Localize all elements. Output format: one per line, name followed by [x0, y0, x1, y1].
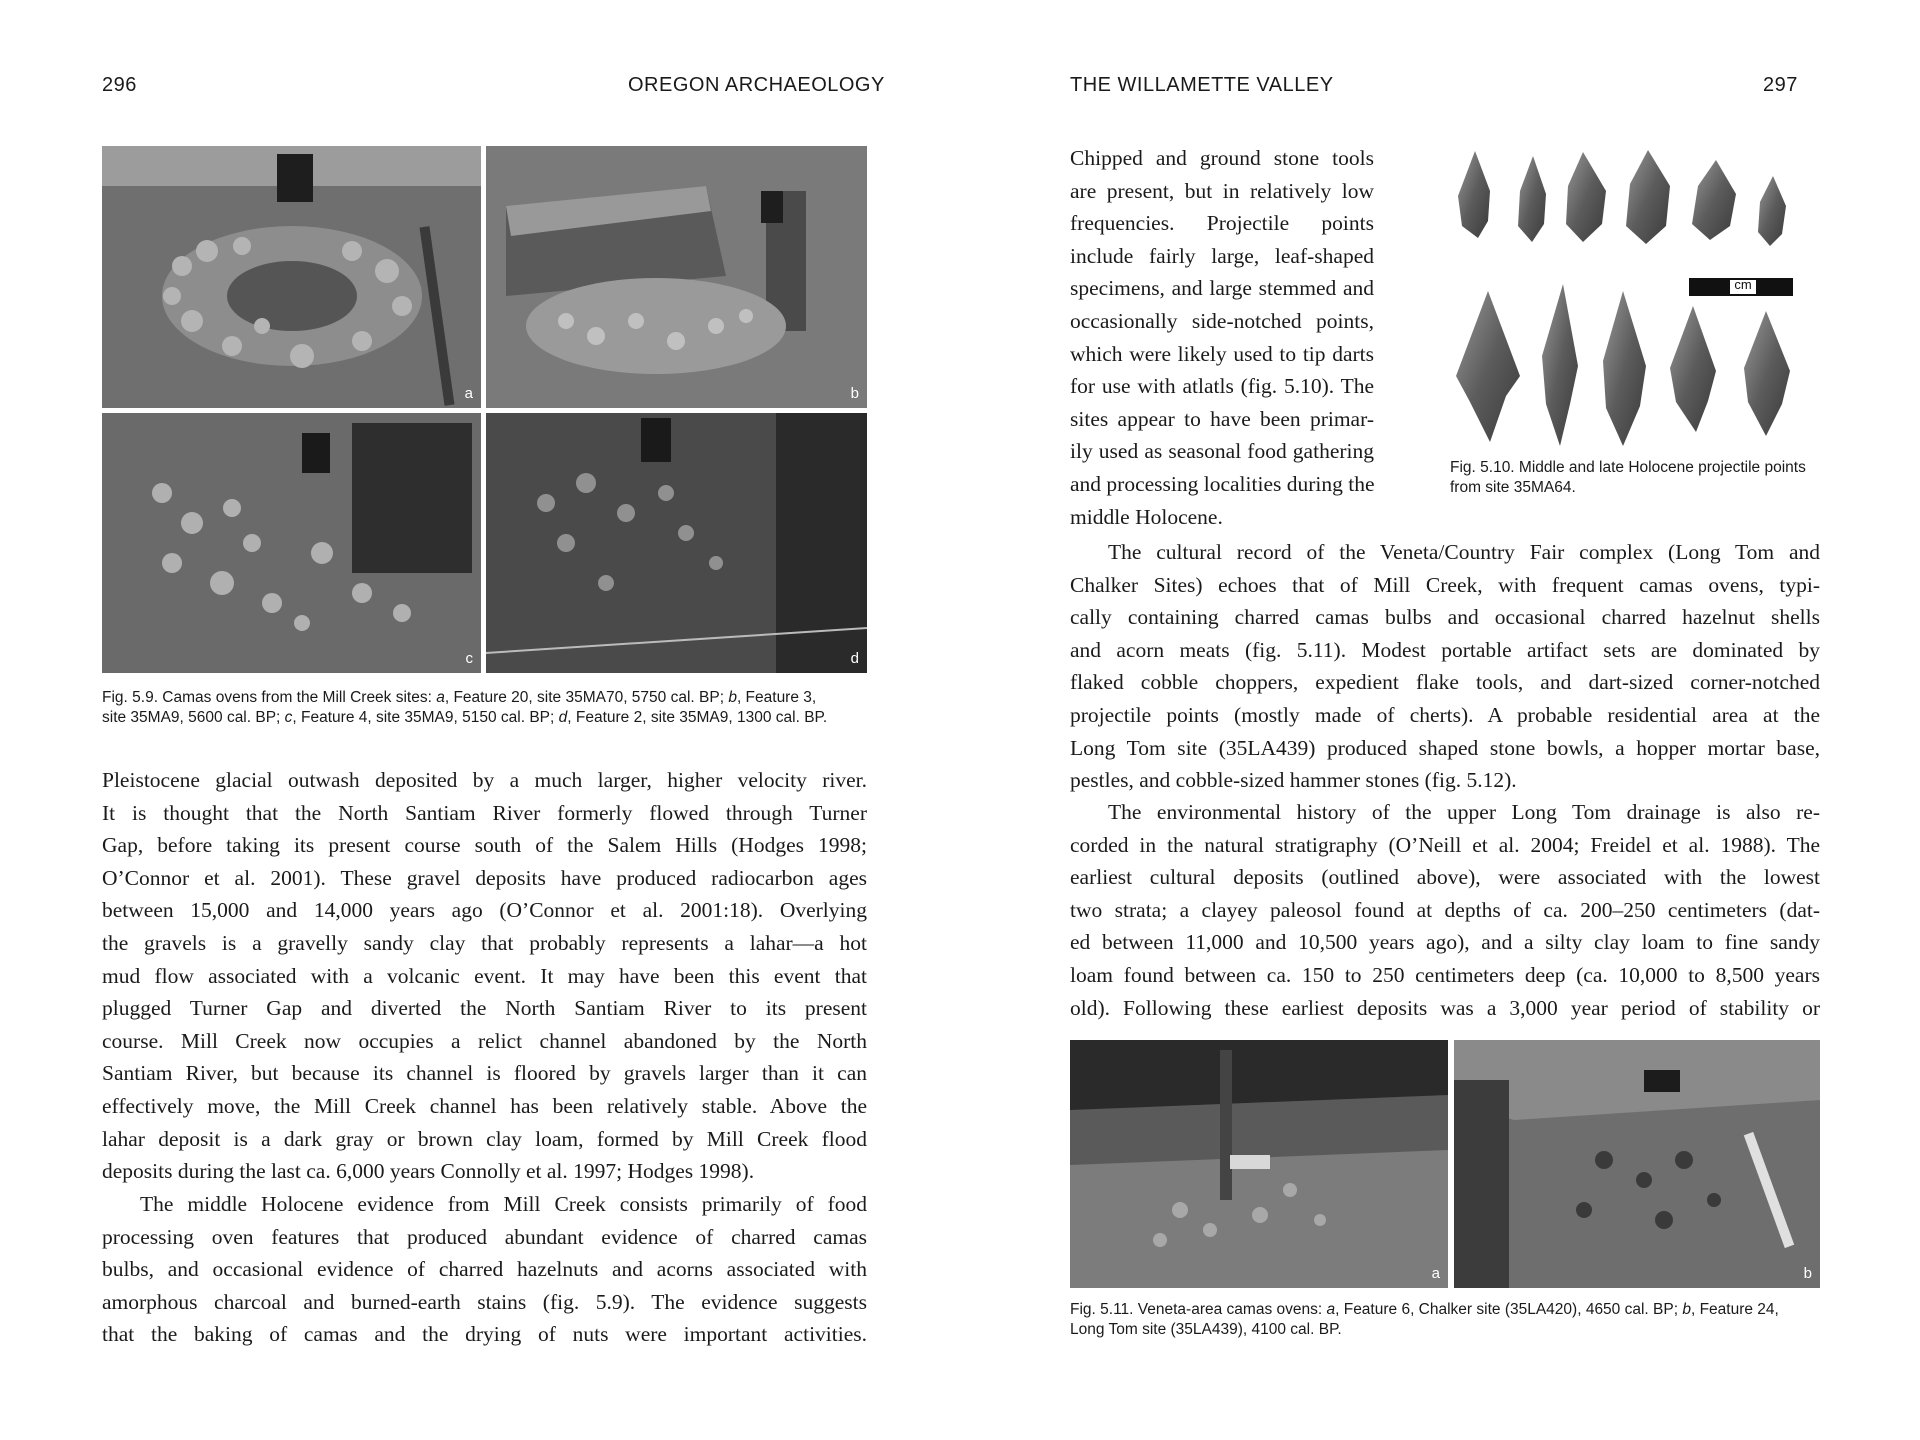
- body-paragraph-2: [102, 1188, 867, 1351]
- panel-label-b: b: [1803, 1265, 1812, 1282]
- fig-5-9-photo-a: [102, 146, 481, 408]
- text-line: earliest cultural deposits (outlined above), were associated with the lowest: [1070, 865, 1820, 890]
- panel-label-c: c: [465, 650, 473, 667]
- fig-5-10-caption: [1450, 458, 1820, 498]
- text-line: occasionally side-notched points,: [1070, 308, 1374, 333]
- text-line: Chalker Sites) echoes that of Mill Creek, with frequent camas ovens, typi-: [1070, 572, 1820, 597]
- text-line: The environmental history of the upper Long Tom drainage is also re-: [1108, 800, 1820, 824]
- text-line: O’Connor et al. 2001). These gravel deposits have produced radiocarbon ages: [102, 865, 867, 890]
- text-line: cally containing charred camas bulbs and occasional charred hazelnut shells: [1070, 605, 1820, 630]
- caption-text: site 35MA9, 5600 cal. BP;: [102, 709, 285, 726]
- text-line: plugged Turner Gap and diverted the North Santiam River to its present: [102, 996, 867, 1021]
- text-line: deposits during the last ca. 6,000 years Connolly et al. 1997; Hodges 1998).: [102, 1159, 755, 1184]
- caption-text: , Feature 20, site 35MA70, 5750 cal. BP;: [444, 689, 729, 706]
- caption-text: Fig. 5.10. Middle and late Holocene projectile points: [1450, 459, 1806, 476]
- caption-text: from site 35MA64.: [1450, 479, 1576, 496]
- text-line: Gap, before taking its present course south of the Salem Hills (Hodges 1998;: [102, 833, 867, 858]
- page-number: 296: [102, 74, 137, 96]
- fig-5-9-caption: [102, 688, 872, 728]
- text-line: lahar deposit is a dark gray or brown clay loam, formed by Mill Creek flood: [102, 1126, 867, 1151]
- body-paragraph-2: [1070, 536, 1820, 797]
- text-line: sites appear to have been primar-: [1070, 406, 1374, 431]
- text-line: for use with atlatls (fig. 5.10). The: [1070, 374, 1374, 399]
- scale-bar-label: cm: [1734, 277, 1752, 292]
- text-line: include fairly large, leaf-shaped: [1070, 243, 1374, 268]
- body-paragraph-3: [1070, 796, 1820, 1024]
- text-line: The middle Holocene evidence from Mill Creek consists primarily of food: [140, 1192, 867, 1216]
- page-number: 297: [1763, 74, 1798, 96]
- panel-label-d: d: [850, 650, 859, 667]
- camas-oven-photo-a: [102, 146, 481, 408]
- body-paragraph-1: [1070, 142, 1374, 533]
- text-line: projectile points (mostly made of cherts). A probable residential area at the: [1070, 702, 1820, 727]
- running-head: THE WILLAMETTE VALLEY: [1070, 74, 1334, 96]
- text-line: Chipped and ground stone tools: [1070, 146, 1374, 170]
- text-line: bulbs, and occasional evidence of charred hazelnuts and acorns associated with: [102, 1257, 867, 1282]
- text-line: specimens, and large stemmed and: [1070, 276, 1374, 301]
- text-line: corded in the natural stratigraphy (O’Neill et al. 2004; Freidel et al. 1988). The: [1070, 832, 1820, 857]
- caption-italic: a: [1326, 1301, 1336, 1318]
- running-head: OREGON ARCHAEOLOGY: [628, 74, 885, 96]
- fig-5-10-projectile-points: [1448, 146, 1818, 451]
- text-line: ed between 11,000 and 10,500 years ago), and a silty clay loam to fine sandy: [1070, 930, 1820, 955]
- text-line: two strata; a clayey paleosol found at depths of ca. 200–250 centimeters (dat-: [1070, 897, 1820, 922]
- caption-text: , Feature 3,: [736, 689, 817, 706]
- panel-label-a: a: [1431, 1265, 1440, 1282]
- text-line: Pleistocene glacial outwash deposited by a much larger, higher velocity river.: [102, 768, 867, 792]
- fig-5-11-photo-b: [1454, 1040, 1820, 1288]
- text-line: are present, but in relatively low: [1070, 178, 1374, 203]
- text-line: ily used as seasonal food gathering: [1070, 439, 1374, 464]
- camas-oven-photo-c: [102, 413, 481, 673]
- text-line: It is thought that the North Santiam River formerly flowed through Turner: [102, 800, 867, 825]
- caption-italic: c: [284, 709, 293, 726]
- fig-5-9-photo-d: [486, 413, 867, 673]
- text-line: effectively move, the Mill Creek channel has been relatively stable. Above the: [102, 1093, 867, 1118]
- fig-5-11-photo-a: [1070, 1040, 1448, 1288]
- text-line: amorphous charcoal and burned-earth stains (fig. 5.9). The evidence suggests: [102, 1289, 867, 1314]
- text-line: mud flow associated with a volcanic event. It may have been this event that: [102, 963, 867, 988]
- text-line: loam found between ca. 150 to 250 centimeters deep (ca. 10,000 to 8,500 years: [1070, 962, 1820, 987]
- fig-5-11-caption: [1070, 1300, 1830, 1340]
- caption-text: , Feature 6, Chalker site (35LA420), 4650 cal. BP;: [1335, 1301, 1683, 1318]
- fig-5-9-photo-c: [102, 413, 481, 673]
- right-page: [960, 0, 1920, 1440]
- text-line: frequencies. Projectile points: [1070, 211, 1374, 236]
- text-line: The cultural record of the Veneta/Country Fair complex (Long Tom and: [1108, 540, 1820, 564]
- text-line: Long Tom site (35LA439) produced shaped stone bowls, a hopper mortar base,: [1070, 735, 1820, 760]
- text-line: Santiam River, but because its channel is floored by gravels larger than it can: [102, 1061, 867, 1086]
- text-line: processing oven features that produced abundant evidence of charred camas: [102, 1224, 867, 1249]
- text-line: old). Following these earliest deposits was a 3,000 year period of stability or: [1070, 995, 1820, 1020]
- panel-label-a: a: [464, 385, 473, 402]
- text-line: flaked cobble choppers, expedient flake tools, and dart-sized corner-notched: [1070, 670, 1820, 695]
- text-line: and processing localities during the: [1070, 471, 1375, 496]
- caption-italic: d: [558, 709, 568, 726]
- camas-oven-photo-b: [486, 146, 867, 408]
- caption-italic: b: [728, 689, 737, 706]
- caption-text: Fig. 5.11. Veneta-area camas ovens:: [1070, 1301, 1327, 1318]
- body-paragraph-1: [102, 764, 867, 1188]
- text-line: that the baking of camas and the drying of nuts were important activities.: [102, 1322, 867, 1347]
- text-line: the gravels is a gravelly sandy clay that probably represents a lahar—a hot: [102, 930, 867, 955]
- caption-text: , Feature 2, site 35MA9, 1300 cal. BP.: [567, 709, 828, 726]
- camas-oven-photo-chalker: [1070, 1040, 1448, 1288]
- text-line: between 15,000 and 14,000 years ago (O’Connor et al. 2001:18). Overlying: [102, 898, 867, 923]
- text-line: pestles, and cobble-sized hammer stones (fig. 5.12).: [1070, 768, 1517, 793]
- camas-oven-photo-long-tom: [1454, 1040, 1820, 1288]
- camas-oven-photo-d: [486, 413, 867, 673]
- panel-label-b: b: [850, 385, 859, 402]
- caption-text: , Feature 4, site 35MA9, 5150 cal. BP;: [292, 709, 559, 726]
- text-line: middle Holocene.: [1070, 504, 1223, 529]
- fig-5-9-photo-b: [486, 146, 867, 408]
- caption-text: Fig. 5.9. Camas ovens from the Mill Creek sites:: [102, 689, 437, 706]
- caption-italic: b: [1682, 1301, 1691, 1318]
- text-line: course. Mill Creek now occupies a relict channel abandoned by the North: [102, 1028, 867, 1053]
- caption-text: , Feature 24,: [1690, 1301, 1779, 1318]
- caption-italic: a: [436, 689, 445, 706]
- text-line: which were likely used to tip darts: [1070, 341, 1374, 366]
- caption-text: Long Tom site (35LA439), 4100 cal. BP.: [1070, 1321, 1342, 1338]
- projectile-points-image: [1448, 146, 1818, 451]
- text-line: and acorn meats (fig. 5.11). Modest portable artifact sets are dominated by: [1070, 637, 1820, 662]
